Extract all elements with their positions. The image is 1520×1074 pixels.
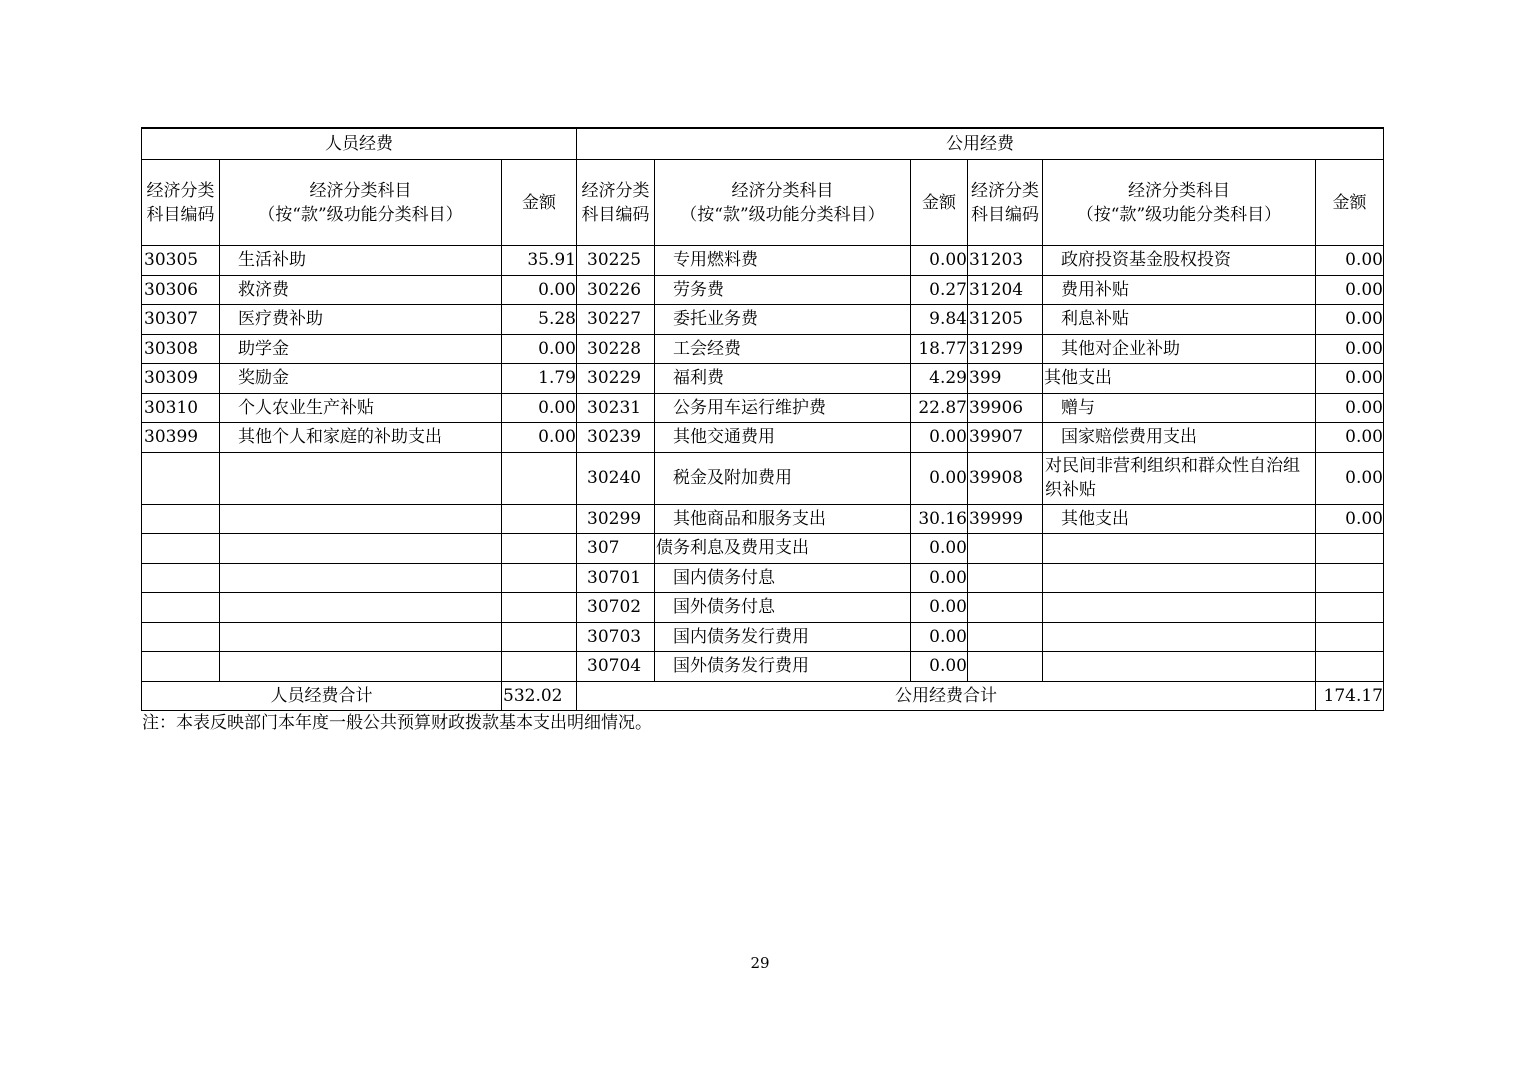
name-header-line2: （按“款”级功能分类科目） (1076, 204, 1282, 225)
other-code-cell: 39908 (968, 452, 1043, 504)
personnel-amount-cell: 1.79 (502, 364, 577, 394)
name-header-line2: （按“款”级功能分类科目） (258, 204, 463, 225)
totals-row (142, 681, 1384, 710)
name-header-line1: 经济分类科目 (731, 180, 834, 201)
public-total-label: 公用经费合计 (577, 681, 1316, 710)
code-header (968, 160, 1043, 246)
personnel-name-cell: 个人农业生产补贴 (220, 393, 502, 423)
name-header-line1: 经济分类科目 (1128, 180, 1230, 201)
table-row (142, 364, 1384, 394)
public-amount-cell: 30.16 (911, 504, 968, 534)
public-code-cell: 30240 (577, 452, 655, 504)
public-code-cell: 307 (577, 534, 655, 564)
personnel-code-cell (142, 534, 220, 564)
code-header-label: 经济分类科目编码 (146, 180, 215, 225)
public-name-cell: 劳务费 (655, 275, 911, 305)
other-code-cell: 39907 (968, 423, 1043, 453)
other-name-cell: 费用补贴 (1043, 275, 1316, 305)
table-row (142, 622, 1384, 652)
personnel-code-cell (142, 593, 220, 623)
group-header-row (142, 128, 1384, 160)
public-code-cell: 30299 (577, 504, 655, 534)
personnel-amount-cell (502, 652, 577, 682)
amount-header: 金额 (1316, 160, 1384, 246)
public-code-cell: 30704 (577, 652, 655, 682)
personnel-name-cell (220, 593, 502, 623)
table-row (142, 452, 1384, 504)
personnel-code-cell (142, 563, 220, 593)
personnel-name-cell (220, 452, 502, 504)
table-row (142, 246, 1384, 276)
public-header: 公用经费 (577, 128, 1384, 160)
personnel-amount-cell: 35.91 (502, 246, 577, 276)
code-header (577, 160, 655, 246)
personnel-name-cell (220, 563, 502, 593)
amount-header: 金额 (502, 160, 577, 246)
other-code-cell (968, 534, 1043, 564)
other-code-cell (968, 563, 1043, 593)
public-name-cell: 税金及附加费用 (655, 452, 911, 504)
public-code-cell: 30226 (577, 275, 655, 305)
public-amount-cell: 0.00 (911, 593, 968, 623)
other-amount-cell: 0.00 (1316, 305, 1384, 335)
other-amount-cell (1316, 593, 1384, 623)
personnel-amount-cell: 0.00 (502, 423, 577, 453)
personnel-amount-cell (502, 593, 577, 623)
personnel-name-cell: 生活补助 (220, 246, 502, 276)
other-amount-cell: 0.00 (1316, 334, 1384, 364)
personnel-name-cell: 奖励金 (220, 364, 502, 394)
public-name-cell: 福利费 (655, 364, 911, 394)
public-amount-cell: 18.77 (911, 334, 968, 364)
other-amount-cell: 0.00 (1316, 246, 1384, 276)
code-header-label: 经济分类科目编码 (581, 180, 650, 225)
public-amount-cell: 0.00 (911, 423, 968, 453)
personnel-amount-cell: 0.00 (502, 334, 577, 364)
personnel-amount-cell: 5.28 (502, 305, 577, 335)
code-header (142, 160, 220, 246)
personnel-total-amount: 532.02 (502, 681, 577, 710)
public-code-cell: 30229 (577, 364, 655, 394)
table-row (142, 305, 1384, 335)
public-amount-cell: 0.00 (911, 622, 968, 652)
public-amount-cell: 0.00 (911, 452, 968, 504)
public-code-cell: 30703 (577, 622, 655, 652)
other-code-cell: 39906 (968, 393, 1043, 423)
personnel-name-cell: 助学金 (220, 334, 502, 364)
public-name-cell: 其他商品和服务支出 (655, 504, 911, 534)
other-code-cell: 39999 (968, 504, 1043, 534)
personnel-code-cell: 30308 (142, 334, 220, 364)
public-name-cell: 国内债务发行费用 (655, 622, 911, 652)
public-amount-cell: 0.00 (911, 246, 968, 276)
other-code-cell: 31299 (968, 334, 1043, 364)
other-amount-cell: 0.00 (1316, 393, 1384, 423)
public-name-cell: 公务用车运行维护费 (655, 393, 911, 423)
other-amount-cell: 0.00 (1316, 275, 1384, 305)
other-name-cell (1043, 593, 1316, 623)
personnel-amount-cell: 0.00 (502, 393, 577, 423)
personnel-code-cell: 30399 (142, 423, 220, 453)
other-code-cell: 31204 (968, 275, 1043, 305)
other-code-cell (968, 593, 1043, 623)
table-row (142, 393, 1384, 423)
personnel-name-cell: 救济费 (220, 275, 502, 305)
other-amount-cell (1316, 563, 1384, 593)
personnel-header: 人员经费 (142, 128, 577, 160)
table-row (142, 275, 1384, 305)
personnel-name-cell: 医疗费补助 (220, 305, 502, 335)
personnel-amount-cell: 0.00 (502, 275, 577, 305)
public-name-cell: 委托业务费 (655, 305, 911, 335)
other-amount-cell: 0.00 (1316, 364, 1384, 394)
personnel-name-cell: 其他个人和家庭的补助支出 (220, 423, 502, 453)
personnel-name-cell (220, 652, 502, 682)
other-code-cell (968, 622, 1043, 652)
other-code-cell: 31203 (968, 246, 1043, 276)
personnel-amount-cell (502, 504, 577, 534)
personnel-code-cell (142, 452, 220, 504)
personnel-name-cell (220, 622, 502, 652)
public-total-amount: 174.17 (1316, 681, 1384, 710)
table-row (142, 593, 1384, 623)
other-name-cell (1043, 652, 1316, 682)
other-name-cell (1043, 563, 1316, 593)
personnel-code-cell: 30309 (142, 364, 220, 394)
personnel-amount-cell (502, 452, 577, 504)
other-name-cell: 其他对企业补助 (1043, 334, 1316, 364)
other-amount-cell: 0.00 (1316, 423, 1384, 453)
other-name-cell (1043, 534, 1316, 564)
name-header-line1: 经济分类科目 (309, 180, 412, 201)
other-name-cell: 赠与 (1043, 393, 1316, 423)
personnel-code-cell: 30306 (142, 275, 220, 305)
table-footnote: 注：本表反映部门本年度一般公共预算财政拨款基本支出明细情况。 (142, 713, 652, 733)
other-amount-cell: 0.00 (1316, 504, 1384, 534)
public-amount-cell: 0.00 (911, 563, 968, 593)
public-amount-cell: 0.00 (911, 534, 968, 564)
public-code-cell: 30239 (577, 423, 655, 453)
table-row (142, 423, 1384, 453)
public-amount-cell: 0.00 (911, 652, 968, 682)
table-row (142, 563, 1384, 593)
amount-header: 金额 (911, 160, 968, 246)
public-amount-cell: 4.29 (911, 364, 968, 394)
other-name-cell: 其他支出 (1043, 504, 1316, 534)
public-code-cell: 30228 (577, 334, 655, 364)
public-name-cell: 其他交通费用 (655, 423, 911, 453)
public-amount-cell: 9.84 (911, 305, 968, 335)
name-header (655, 160, 911, 246)
other-name-cell: 国家赔偿费用支出 (1043, 423, 1316, 453)
public-code-cell: 30701 (577, 563, 655, 593)
public-code-cell: 30231 (577, 393, 655, 423)
other-name-cell (1043, 622, 1316, 652)
personnel-code-cell: 30310 (142, 393, 220, 423)
table-row (142, 534, 1384, 564)
public-name-cell: 专用燃料费 (655, 246, 911, 276)
name-header (1043, 160, 1316, 246)
other-amount-cell: 0.00 (1316, 452, 1384, 504)
public-name-cell: 国外债务付息 (655, 593, 911, 623)
other-amount-cell (1316, 534, 1384, 564)
personnel-code-cell (142, 504, 220, 534)
public-code-cell: 30227 (577, 305, 655, 335)
public-amount-cell: 22.87 (911, 393, 968, 423)
other-code-cell (968, 652, 1043, 682)
public-name-cell: 国外债务发行费用 (655, 652, 911, 682)
public-code-cell: 30702 (577, 593, 655, 623)
expenditure-detail-table (141, 127, 1384, 711)
personnel-amount-cell (502, 622, 577, 652)
personnel-name-cell (220, 504, 502, 534)
column-header-row (142, 160, 1384, 246)
public-name-cell: 国内债务付息 (655, 563, 911, 593)
personnel-name-cell (220, 534, 502, 564)
personnel-amount-cell (502, 534, 577, 564)
other-code-cell: 31205 (968, 305, 1043, 335)
personnel-code-cell: 30307 (142, 305, 220, 335)
name-header-line2: （按“款”级功能分类科目） (680, 204, 885, 225)
personnel-amount-cell (502, 563, 577, 593)
public-amount-cell: 0.27 (911, 275, 968, 305)
public-name-cell: 工会经费 (655, 334, 911, 364)
other-name-cell: 对民间非营利组织和群众性自治组织补贴 (1043, 452, 1316, 504)
name-header (220, 160, 502, 246)
page-number: 29 (750, 954, 770, 972)
other-name-cell: 政府投资基金股权投资 (1043, 246, 1316, 276)
personnel-code-cell (142, 622, 220, 652)
personnel-code-cell: 30305 (142, 246, 220, 276)
table-row (142, 652, 1384, 682)
other-amount-cell (1316, 622, 1384, 652)
table-row (142, 334, 1384, 364)
code-header-label: 经济分类科目编码 (971, 180, 1039, 225)
public-code-cell: 30225 (577, 246, 655, 276)
other-amount-cell (1316, 652, 1384, 682)
personnel-code-cell (142, 652, 220, 682)
other-name-cell: 利息补贴 (1043, 305, 1316, 335)
other-name-cell: 其他支出 (1043, 364, 1316, 394)
public-name-cell: 债务利息及费用支出 (655, 534, 911, 564)
personnel-total-label: 人员经费合计 (142, 681, 502, 710)
other-code-cell: 399 (968, 364, 1043, 394)
table-row (142, 504, 1384, 534)
